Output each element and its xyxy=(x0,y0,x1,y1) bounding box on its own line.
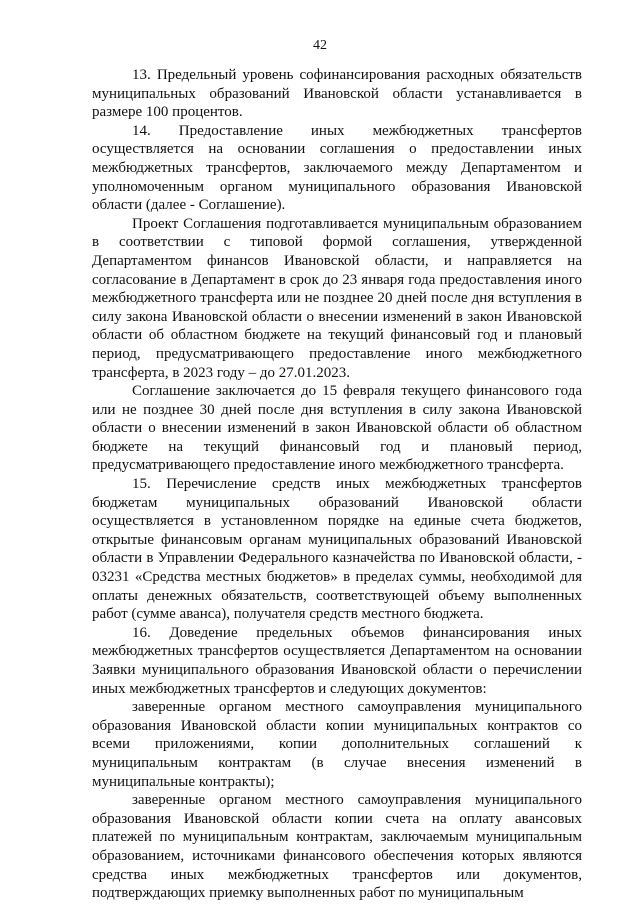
paragraph-13: 13. Предельный уровень софинансирования расходных обязательств муниципальных образований Ивановской области устанавливается в размере 100 процентов. xyxy=(92,67,582,121)
paragraph-contracts-copies: заверенные органом местного самоуправления муниципального образования Ивановской области копии муниципальных контрактов со всеми приложениями, копии дополнительных соглашений к муниципальным контрактам (в случае внесения изменений в муниципальные контракты); xyxy=(92,699,582,790)
page-number: 42 xyxy=(313,38,327,53)
paragraph-agreement-deadline: Соглашение заключается до 15 февраля текущего финансового года или не позднее 30 дней после дня вступления в силу закона Ивановской области о внесении изменений в закон Ивановской области об областном бюджете на текущий финансовый год и плановый период, предусматривающего предоставление иного межбюджетного трансферта. xyxy=(92,383,582,474)
paragraph-14: 14. Предоставление иных межбюджетных трансфертов осуществляется на основании соглашения о предоставлении иных межбюджетных трансфертов, заключаемого между Департаментом и уполномоченным органом муниципального образования Ивановской области (далее - Соглашение). xyxy=(92,122,582,214)
paragraph-invoice-copies: заверенные органом местного самоуправления муниципального образования Ивановской области копии счета на оплату авансовых платежей по муниципальным контрактам, заключаемым муниципальным образованием, источниками финансового обеспечения которых являются средства иных межбюджетных трансфертов или документов, подтверждающих приемку выполненных работ по муниципальным xyxy=(92,792,582,902)
paragraph-15: 15. Перечисление средств иных межбюджетных трансфертов бюджетам муниципальных образований Ивановской области осуществляется в установленном порядке на единые счета бюджетов, открытые финансовым органам муниципальных образований Ивановской области в Управлении Федерального казначейства по Ивановской области, - 03231 «Средства местных бюджетов» в пределах суммы, необходимой для оплаты денежных обязательств, соответствующей объему выполненных работ (сумме аванса), получателя средств местного бюджета. xyxy=(92,476,582,623)
paragraph-16: 16. Доведение предельных объемов финансирования иных межбюджетных трансфертов осуществляется Департаментом на основании Заявки муниципального образования Ивановской области о перечислении иных межбюджетных трансфертов и следующих документов: xyxy=(92,624,582,697)
paragraph-agreement-draft: Проект Соглашения подготавливается муниципальным образованием в соответствии с типовой формой соглашения, утвержденной Департаментом финансов Ивановской области, и направляется на согласование в Департамент в срок до 23 января года предоставления иного межбюджетного трансферта или не позднее 20 дней после дня вступления в силу закона Ивановской области о внесении изменений в закон Ивановской области об областном бюджете на текущий финансовый год и плановый период, предусматривающего предоставление иного межбюджетного трансферта, в 2023 году – до 27.01.2023. xyxy=(92,215,582,381)
document-body xyxy=(92,66,582,903)
